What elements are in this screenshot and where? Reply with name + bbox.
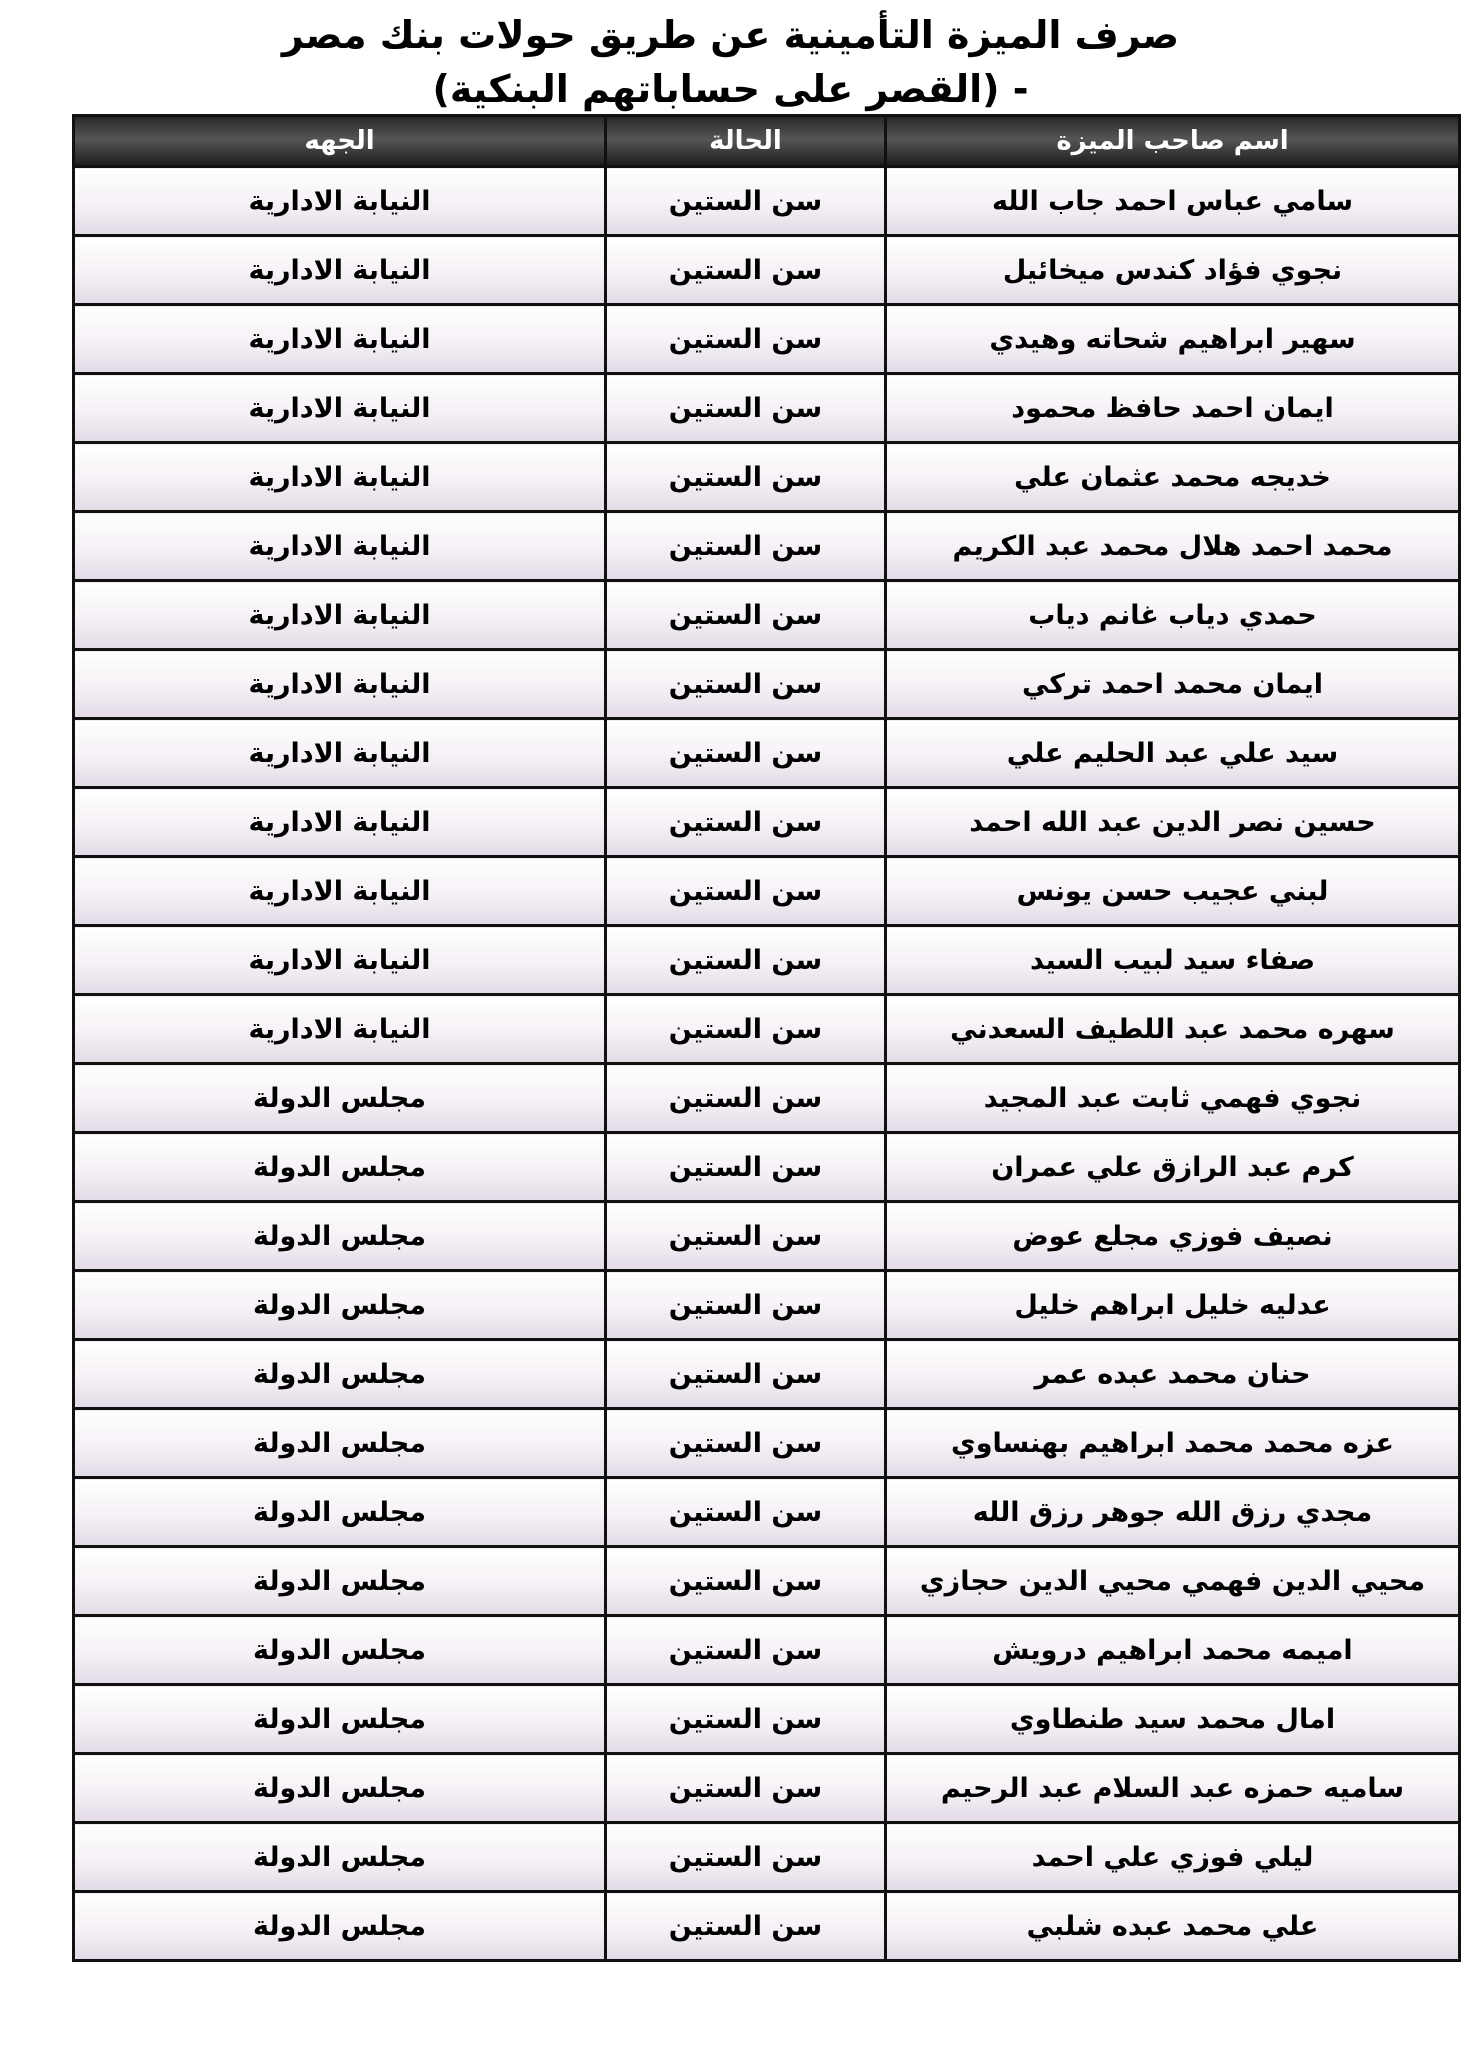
cell-name: ساميه حمزه عبد السلام عبد الرحيم	[886, 1754, 1460, 1823]
table-row	[74, 1616, 1460, 1685]
table-row	[74, 719, 1460, 788]
table-row	[74, 374, 1460, 443]
cell-name: حسين نصر الدين عبد الله احمد	[886, 788, 1460, 857]
cell-agency: مجلس الدولة	[74, 1340, 606, 1409]
cell-status: سن الستين	[606, 581, 886, 650]
table-row	[74, 1271, 1460, 1340]
cell-name: مجدي رزق الله جوهر رزق الله	[886, 1478, 1460, 1547]
cell-name: امال محمد سيد طنطاوي	[886, 1685, 1460, 1754]
cell-agency: مجلس الدولة	[74, 1547, 606, 1616]
cell-agency: مجلس الدولة	[74, 1754, 606, 1823]
cell-agency: مجلس الدولة	[74, 1271, 606, 1340]
cell-name: حمدي دياب غانم دياب	[886, 581, 1460, 650]
table-row	[74, 512, 1460, 581]
cell-name: عزه محمد محمد ابراهيم بهنساوي	[886, 1409, 1460, 1478]
cell-agency: مجلس الدولة	[74, 1478, 606, 1547]
table-row	[74, 1547, 1460, 1616]
table-row	[74, 167, 1460, 236]
cell-status: سن الستين	[606, 305, 886, 374]
cell-agency: مجلس الدولة	[74, 1064, 606, 1133]
cell-status: سن الستين	[606, 236, 886, 305]
cell-name: عدليه خليل ابراهم خليل	[886, 1271, 1460, 1340]
table-row	[74, 995, 1460, 1064]
table-row	[74, 1202, 1460, 1271]
document-subtitle: - (القصر على حساباتهم البنكية)	[432, 67, 1029, 111]
cell-status: سن الستين	[606, 926, 886, 995]
cell-status: سن الستين	[606, 167, 886, 236]
document-title: صرف الميزة التأمينية عن طريق حولات بنك مصر	[281, 13, 1180, 57]
cell-agency: النيابة الادارية	[74, 443, 606, 512]
cell-status: سن الستين	[606, 995, 886, 1064]
table-row	[74, 650, 1460, 719]
cell-agency: مجلس الدولة	[74, 1133, 606, 1202]
cell-status: سن الستين	[606, 719, 886, 788]
table-row	[74, 788, 1460, 857]
cell-status: سن الستين	[606, 650, 886, 719]
cell-name: سهره محمد عبد اللطيف السعدني	[886, 995, 1460, 1064]
header-name: اسم صاحب الميزة	[886, 116, 1460, 167]
cell-name: خديجه محمد عثمان علي	[886, 443, 1460, 512]
cell-status: سن الستين	[606, 1202, 886, 1271]
cell-agency: النيابة الادارية	[74, 788, 606, 857]
cell-agency: مجلس الدولة	[74, 1892, 606, 1961]
cell-status: سن الستين	[606, 512, 886, 581]
cell-name: صفاء سيد لبيب السيد	[886, 926, 1460, 995]
table-row	[74, 926, 1460, 995]
cell-agency: النيابة الادارية	[74, 374, 606, 443]
header-agency: الجهه	[74, 116, 606, 167]
cell-name: محمد احمد هلال محمد عبد الكريم	[886, 512, 1460, 581]
cell-agency: النيابة الادارية	[74, 926, 606, 995]
table-row	[74, 1823, 1460, 1892]
cell-agency: النيابة الادارية	[74, 650, 606, 719]
cell-name: ليلي فوزي علي احمد	[886, 1823, 1460, 1892]
cell-name: علي محمد عبده شلبي	[886, 1892, 1460, 1961]
cell-status: سن الستين	[606, 1547, 886, 1616]
table-row	[74, 1409, 1460, 1478]
cell-name: ايمان احمد حافظ محمود	[886, 374, 1460, 443]
cell-status: سن الستين	[606, 1892, 886, 1961]
cell-name: سهير ابراهيم شحاته وهيدي	[886, 305, 1460, 374]
cell-name: سامي عباس احمد جاب الله	[886, 167, 1460, 236]
table-row	[74, 1892, 1460, 1961]
cell-status: سن الستين	[606, 1754, 886, 1823]
table-row	[74, 857, 1460, 926]
table-row	[74, 581, 1460, 650]
cell-name: سيد علي عبد الحليم علي	[886, 719, 1460, 788]
table-row	[74, 1064, 1460, 1133]
table-body	[74, 167, 1460, 1961]
cell-agency: النيابة الادارية	[74, 236, 606, 305]
cell-status: سن الستين	[606, 1685, 886, 1754]
beneficiaries-table	[72, 114, 1461, 1962]
cell-status: سن الستين	[606, 1340, 886, 1409]
cell-status: سن الستين	[606, 1478, 886, 1547]
cell-agency: النيابة الادارية	[74, 719, 606, 788]
cell-status: سن الستين	[606, 374, 886, 443]
table-row	[74, 1340, 1460, 1409]
cell-name: نصيف فوزي مجلع عوض	[886, 1202, 1460, 1271]
cell-agency: النيابة الادارية	[74, 581, 606, 650]
cell-agency: مجلس الدولة	[74, 1823, 606, 1892]
cell-agency: النيابة الادارية	[74, 512, 606, 581]
cell-status: سن الستين	[606, 788, 886, 857]
cell-name: حنان محمد عبده عمر	[886, 1340, 1460, 1409]
cell-name: محيي الدين فهمي محيي الدين حجازي	[886, 1547, 1460, 1616]
table-row	[74, 236, 1460, 305]
cell-agency: النيابة الادارية	[74, 167, 606, 236]
table-row	[74, 1133, 1460, 1202]
cell-name: اميمه محمد ابراهيم درويش	[886, 1616, 1460, 1685]
cell-status: سن الستين	[606, 1616, 886, 1685]
table-row	[74, 305, 1460, 374]
header-status: الحالة	[606, 116, 886, 167]
table-row	[74, 1754, 1460, 1823]
table-row	[74, 1685, 1460, 1754]
cell-name: نجوي فهمي ثابت عبد المجيد	[886, 1064, 1460, 1133]
cell-name: نجوي فؤاد كندس ميخائيل	[886, 236, 1460, 305]
cell-agency: مجلس الدولة	[74, 1202, 606, 1271]
cell-name: كرم عبد الرازق علي عمران	[886, 1133, 1460, 1202]
cell-status: سن الستين	[606, 1271, 886, 1340]
cell-agency: النيابة الادارية	[74, 305, 606, 374]
table-row	[74, 1478, 1460, 1547]
cell-agency: النيابة الادارية	[74, 995, 606, 1064]
cell-status: سن الستين	[606, 1823, 886, 1892]
cell-name: ايمان محمد احمد تركي	[886, 650, 1460, 719]
cell-agency: النيابة الادارية	[74, 857, 606, 926]
table-row	[74, 443, 1460, 512]
table-header-row	[74, 116, 1460, 167]
cell-name: لبني عجيب حسن يونس	[886, 857, 1460, 926]
cell-agency: مجلس الدولة	[74, 1616, 606, 1685]
cell-status: سن الستين	[606, 1064, 886, 1133]
cell-agency: مجلس الدولة	[74, 1409, 606, 1478]
cell-agency: مجلس الدولة	[74, 1685, 606, 1754]
cell-status: سن الستين	[606, 1409, 886, 1478]
cell-status: سن الستين	[606, 1133, 886, 1202]
cell-status: سن الستين	[606, 443, 886, 512]
cell-status: سن الستين	[606, 857, 886, 926]
